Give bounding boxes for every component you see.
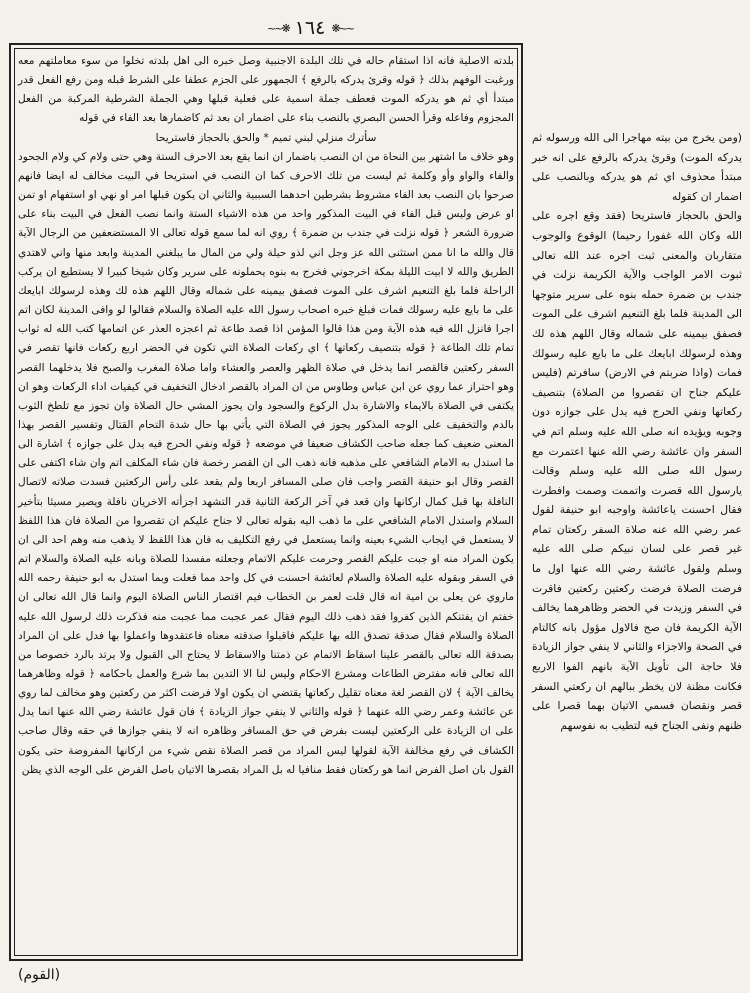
margin-paragraph: والحق بالحجاز فاستريحا (فقد وقع اجره على الله وكان الله غفورا رحيما) الوقوع والوجوب متقاربان والمعنى ثبت اجره عند الله تعالى ثبوت الامر الواجب والآية الكريمة نزلت في جندب بن ضمرة حمله بنوه على سرير متوجها الى المدينة فلما بلغ التنعيم اشرف على الموت فصفق بيمينه على شماله وقال اللهم هذه لك وهذه لرسولك ابايعك على ما بايع عليه رسولك فمات (واذا ضربتم في الارض) سافرتم (فليس عليكم جناح ان تقصروا من الصلاة) بتنصيف ركعاتها ونفي الحرج فيه يدل على جوازه دون وجوبه ويؤيده انه صلى الله عليه وسلم اتم في السفر وان عائشة رضي الله عنها اعتمرت مع رسول الله صلى الله عليه وسلم وقالت يارسول الله قصرت واتممت وصمت وافطرت فقال احسنت ياعائشة واوجبه ابو حنيفة لقول عمر رضي الله عنه صلاة السفر ركعتان تمام غير قصر على لسان نبيكم صلى الله عليه وسلم ولقول عائشة رضي الله عنها اول ما فرضت الصلاة فرضت ركعتين ركعتين فاقرت في السفر وزيدت في الحضر وظاهرهما يخالف الآية الكريمة فان صح فالاول مؤول بانه كالتام في الصحة والاجزاء والثاني لا ينفي جواز الزيادة فلا حاجة الى تأويل الآية بانهم الفوا الاربع فكانت مظنة لان يخطر ببالهم ان ركعتي السفر قصر ونقصان فسمي الاتيان بهما قصرا على ظنهم ونفى الجناح فيه لتطيب به نفوسهم	[532, 209, 742, 732]
margin-paragraph: (ومن يخرج من بيته مهاجرا الى الله ورسوله ثم يدركه الموت) وقرئ يدركه بالرفع على انه خبر مبتدأ محذوف اي ثم هو يدركه وبالنصب على اضمار ان كقوله	[532, 131, 742, 203]
catchword: (القوم)	[18, 967, 61, 983]
commentary-paragraph: وهو خلاف ما اشتهر بين النحاة من ان النصب باضمار ان انما يقع بعد الاحرف الستة وهي حتى ولام كي ولام الجحود والفاء والواو وأو وكلمة ثم ليست من تلك الاحرف كما ان النصب في استريحا في البيت مخالف له ايضا فانهم صرحوا بان النصب بعد الفاء مشروط بشرطين احدهما السببية والثاني ان يكون قبلها امر او نهي او استفهام او تمن او عرض وليس قبل الفاء في البيت المذكور واحد من هذه الاشياء الستة وانما نصب الفعل في البيت بناء على ضرورة الشعر ﴿ قوله نزلت في جندب بن ضمرة ﴾ روي انه لما سمع قوله تعالى الا المستضعفين من الرجال الآية قال والله ما انا ممن استثنى الله عز وجل اني لذو حيلة ولي من المال ما يبلغني المدينة وابعد منها واني لاهتدي الطريق والله لا ابيت الليلة بمكة اخرجوني فخرج به بنوه يحملونه على سرير وكان شيخا كبيرا لا يستطيع ان يركب الراحلة فلما بلغ التنعيم اشرف على الموت فصفق بيمينه على شماله وقال اللهم هذه لك وهذه لرسولك ابايعك على ما بايع عليه رسولك فمات فبلغ خبره اصحاب رسول الله عليه الصلاة والسلام فقالوا لو وافى المدينة لكان اتم اجرا فانزل الله فيه هذه الآية ومن هذا قالوا المؤمن اذا قصد طاعة ثم اعجزه العذر عن اتمامها كتب الله له ثواب تمام تلك الطاعة ﴿ قوله بتنصيف ركعاتها ﴾ اي ركعات الصلاة التي تكون في الحضر اربع ركعات فانها تقصر في السفر ركعتين فالقصر انما يدخل في صلاة الظهر والعصر والعشاء واما صلاة المغرب والصبح فلا يدخلهما القصر وهو احتراز عما روي عن ابن عباس وطاوس من ان المراد بالقصر ادخال التخفيف في كيفيات اداء الركعات وهو ان يكتفى في الصلاة بالايماء والاشارة بدل الركوع والسجود وان يجوز المشي حال الصلاة وان تجوز مع تلطخ الثوب بالدم والتخفيف على الوجه المذكور يجوز في الصلاة التي يأتي بها حال شدة التحام القتال وتفسير القصر بهذا المعنى ضعيف كما جعله صاحب الكشاف ضعيفا في موضعه ﴿ قوله ونفي الحرج فيه يدل على جوازه ﴾ اشارة الى ما استدل به الامام الشافعي على مذهبه فانه ذهب الى ان القصر رخصة فان شاء المكلف اتم وان شاء اكتفى على القصر وقال ابو حنيفة القصر واجب فان صلى المسافر اربعا ولم يقعد على رأس الركعتين فسدت صلاته لاتصال النافلة بها قبل كمال اركانها وان قعد في آخر الركعة الثانية قدر التشهد اجزأته الاخريان نافلة ويصير مسيئا بتأخير السلام واستدل الامام الشافعي على ما ذهب اليه بقوله تعالى لا جناح عليكم ان تقصروا من الصلاة فان هذا اللفظ لا يستعمل في ايجاب الشيء بعينه وانما يستعمل في رفع التكليف به فان هذا اللفظ لا يذهب منه وهم احد الى ان يكون المراد منه او جبت عليكم القصر وحرمت عليكم الاتمام وجعلته مفسدا للصلاة وبانه عليه الصلاة والسلام اتم في السفر وبقوله عليه الصلاة والسلام لعائشة احسنت في كل واحد مما فعلت وبما استدل به ابو حنيفة رحمه الله ماروي عن يعلى بن امية انه قال قلت لعمر بن الخطاب فيم اقتصار الناس الصلاة اليوم وانما قال الله تعالى ان خفتم ان يفتنكم الذين كفروا فقد ذهب ذلك اليوم فقال عمر عجبت مما عجبت منه فذكرت ذلك لرسول الله عليه الصلاة والسلام فقال صدقة تصدق الله بها عليكم فاقبلوا صدقته معناه فاعتقدوها واعملوا بها فدل على ان المراد بصدقة الله تعالى بالقصر علينا اسقاط الاتمام عن ذمتنا والاسقاط لا يحتاج الى القبول ولا يرتد بالرد خصوصا من الله تعالى فانه مفترض الطاعات ومشرع الاحكام وليس لنا الا التدين بما شرع والعمل باحكامه ﴿ قوله وظاهرهما يخالف الآية ﴾ لان القصر لغة معناه تقليل ركعاتها يقتضي ان يكون اولا فرضت اكثر من ركعتين وهو مخالف لما روي عن عائشة وعمر رضي الله عنهما ﴿ قوله والثاني لا ينفي جواز الزيادة ﴾ فان قول عائشة رضي الله عنها انما يدل على ان الزيادة على الركعتين ليست بفرض في حق المسافر وظاهره انه لا ينفي جوازها في حقه وقال صاحب الكشاف في رفع مخالفة الآية لقولها ليس المراد من قصر الصلاة نقص شيء من اركانها المفروضة حتى يكون القول بان اصل الفرض انما هو ركعتان فقط منافيا له بل المراد بقصرها الاتيان باصل الفرض على الوجه الذي يظن	[18, 150, 514, 776]
commentary-paragraph: بلدته الاصلية فانه اذا استقام حاله في تلك البلدة الاجنبية وصل خبره الى اهل بلدته تخلوا من سوء معاملتهم معه ورغبت الوفهم بذلك ﴿ قوله وقرئ يدركه بالرفع ﴾ الجمهور على الجزم عطفا على الشرط قبله ومن رفع الفعل قدر مبتدأ أي ثم هو يدركه الموت فعطف جملة اسمية على فعلية قبلها وهي الجملة الشرطية المركبة من الفعل المجزوم وفاعله وقرأ الحسن البصري بالنصب بناء على اضمار ان بعد ثم كاضمارها بعد الفاء في قوله	[18, 55, 514, 125]
margin-tafsir-text	[532, 128, 742, 735]
right-ornament: ❋~~	[267, 21, 289, 35]
left-ornament: ~~❋	[331, 21, 353, 35]
commentary-body	[18, 52, 514, 780]
poetry-verse: سأترك منزلي لبني تميم * والحق بالحجاز فاستريحا	[155, 131, 377, 144]
page-number-value: ١٦٤	[294, 17, 326, 39]
page-number	[230, 14, 390, 42]
